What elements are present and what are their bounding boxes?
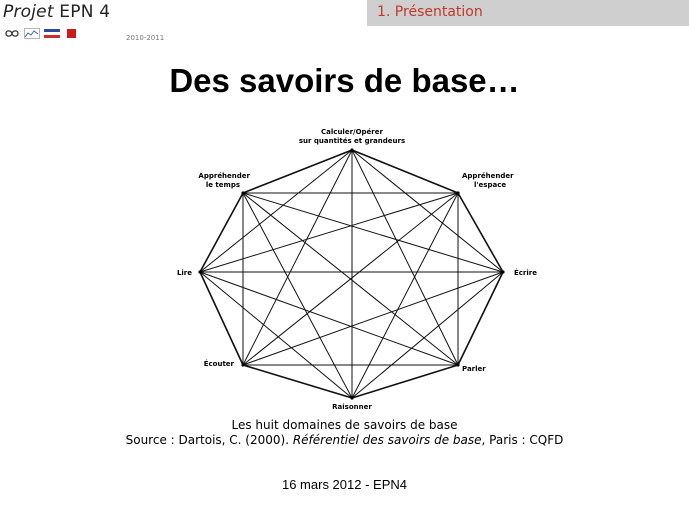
school-year: 2010-2011 [126,34,165,42]
brand-name: EPN 4 [59,2,111,22]
edge-0-5 [243,150,352,365]
node-label-ecouter: Écouter [203,360,234,368]
node-label-calculer: Calculer/Opérer [321,128,383,136]
edge-4-5 [243,365,352,398]
diagram-edges [198,148,507,399]
slide-footer: 16 mars 2012 - EPN4 [281,477,407,492]
node-2 [501,270,504,273]
edge-0-7 [243,150,352,193]
edge-1-4 [352,193,458,398]
node-0 [350,148,353,151]
node-6 [198,270,201,273]
diagram-caption-title: Les huit domaines de savoirs de base [231,418,458,432]
node-label-espace-2: l'espace [474,181,507,189]
node-5 [241,363,244,366]
slide-title: Des savoirs de base… [169,62,520,99]
node-1 [456,191,459,194]
node-3 [456,363,459,366]
brand-prefix: Projet [3,2,60,22]
edge-1-6 [200,193,458,272]
source-prefix: Source : Dartois, C. (2000). [125,433,293,447]
source-title: Référentiel des savoirs de base [292,433,482,447]
node-label-temps: Appréhender [198,172,250,180]
edge-0-6 [200,150,352,272]
node-label-temps-2: le temps [205,181,240,189]
section-label: 1. Présentation [377,4,483,20]
node-label-ecrire: Écrire [514,269,537,277]
node-4 [350,396,353,399]
source-suffix: , Paris : CQFD [481,433,564,447]
node-label-lire: Lire [176,269,192,277]
node-label-espace: Appréhender [462,172,514,180]
node-label-calculer-2: sur quantités et grandeurs [298,137,406,145]
edge-3-4 [352,365,458,398]
node-label-parler: Parler [462,365,486,373]
edge-5-6 [200,272,243,365]
node-7 [241,191,244,194]
edge-4-7 [243,193,352,398]
node-label-raisonner: Raisonner [332,403,372,411]
edge-6-7 [200,193,243,272]
edge-0-1 [352,150,458,193]
edge-0-2 [352,150,503,272]
diagram-caption-source [0,433,689,447]
edge-4-6 [200,272,352,398]
